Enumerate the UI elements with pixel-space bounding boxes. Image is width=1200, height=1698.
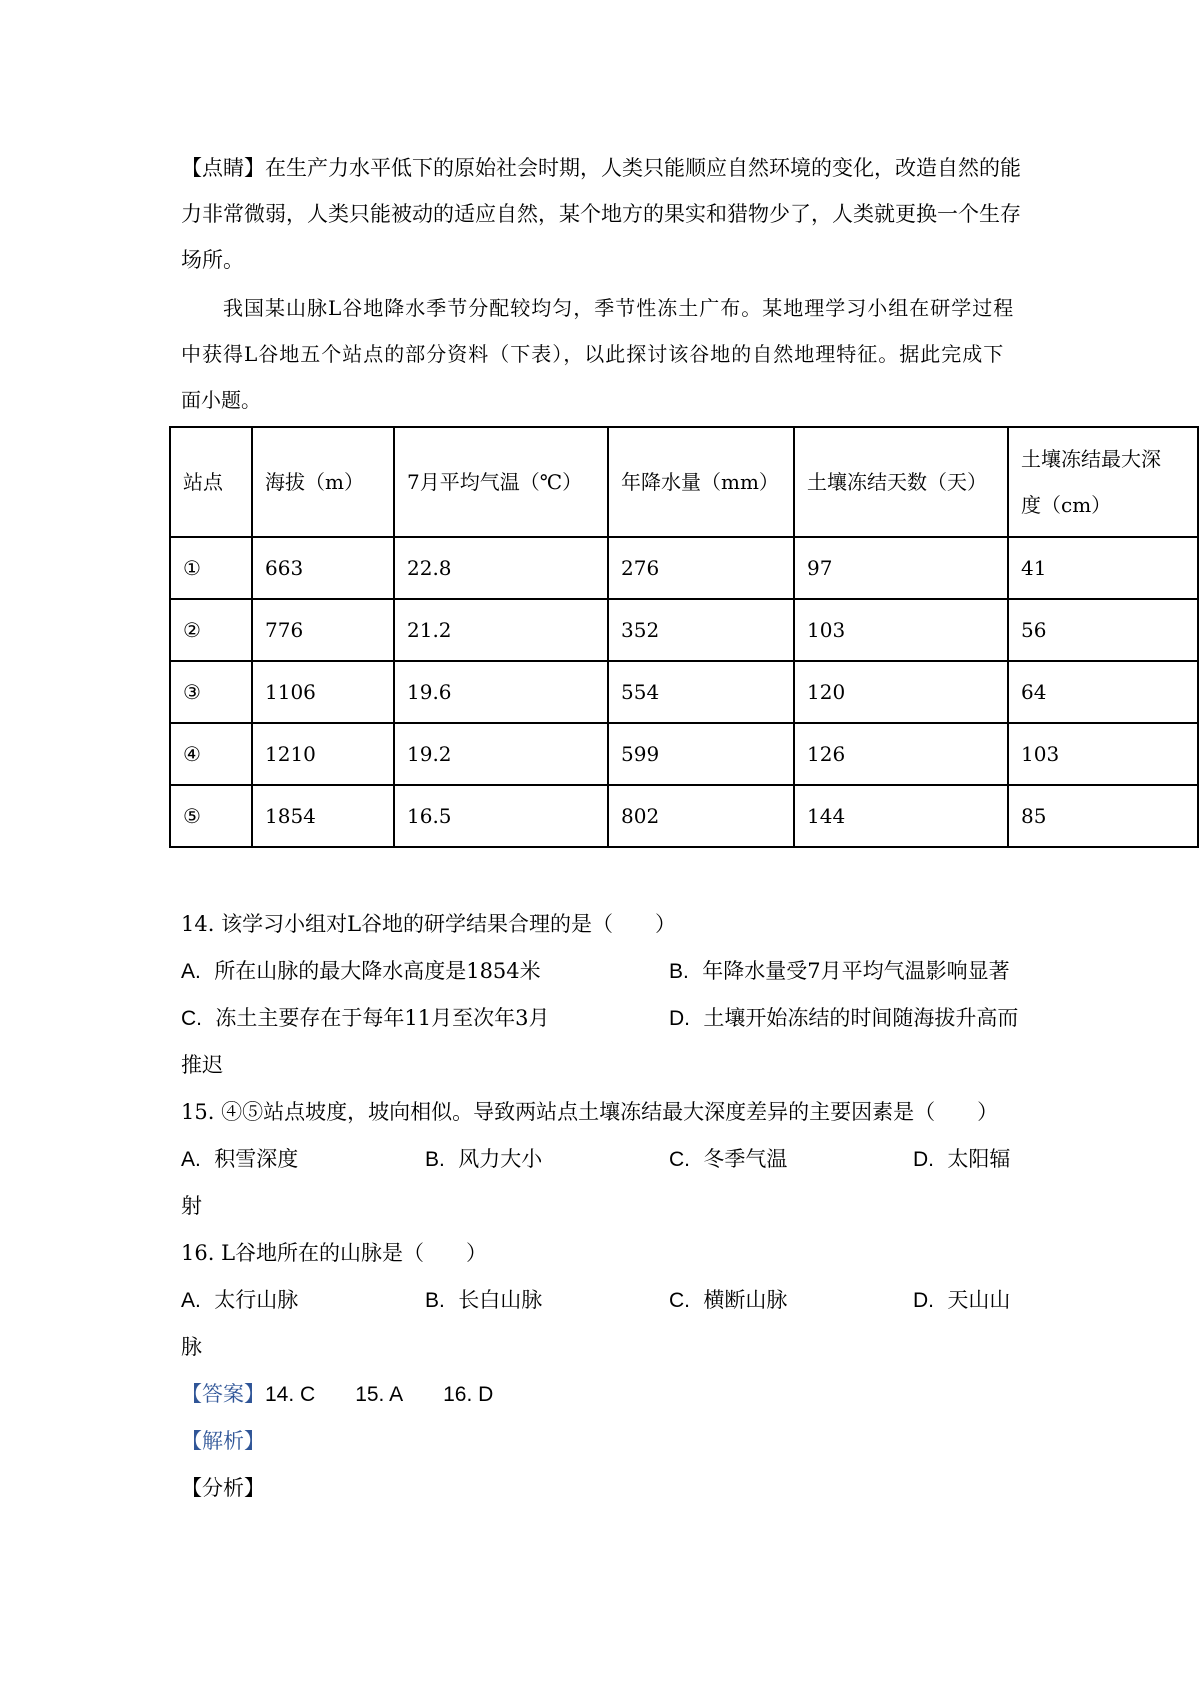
table-cell: 85 [1008, 785, 1198, 847]
intro-line-1: 我国某山脉L谷地降水季节分配较均匀，季节性冻土广布。某地理学习小组在研学过程 [223, 296, 1015, 320]
option-text: 太行山脉 [214, 1288, 299, 1312]
q15-option-d [913, 1144, 1010, 1175]
option-text: 冻土主要存在于每年11月至次年3月 [215, 1006, 550, 1030]
intro-line-2: 中获得L谷地五个站点的部分资料（下表），以此探讨该谷地的自然地理特征。据此完成下 [181, 342, 1005, 366]
table-cell: 19.6 [394, 661, 608, 723]
table-cell: 802 [608, 785, 794, 847]
table-cell: 19.2 [394, 723, 608, 785]
option-letter: B. [669, 960, 689, 983]
table-cell: 663 [252, 537, 394, 599]
header-july-temp: 7月平均气温（℃） [394, 427, 608, 537]
table-cell: 97 [794, 537, 1008, 599]
q15-option-b [425, 1144, 542, 1175]
answer-15: 15. A [355, 1383, 404, 1406]
header-frozen-depth [1008, 427, 1198, 537]
table-row [170, 599, 1198, 661]
table-cell: 1854 [252, 785, 394, 847]
table-cell: 22.8 [394, 537, 608, 599]
option-text: 所在山脉的最大降水高度是1854米 [214, 959, 541, 983]
table-cell: ① [170, 537, 252, 599]
table-row [170, 661, 1198, 723]
dianjing-line-3: 场所。 [181, 248, 244, 272]
table-cell: 103 [1008, 723, 1198, 785]
option-text: 土壤开始冻结的时间随海拔升高而 [703, 1006, 1019, 1030]
q14-option-c [181, 1003, 549, 1034]
intro-line-3: 面小题。 [181, 388, 261, 412]
answer-line [181, 1379, 493, 1410]
table-cell: 64 [1008, 661, 1198, 723]
answer-label: 【答案】 [181, 1382, 265, 1406]
header-frozen-days: 土壤冻结天数（天） [794, 427, 1008, 537]
table-cell: ④ [170, 723, 252, 785]
answer-14: 14. C [265, 1383, 316, 1406]
fenxi-label: 【分析】 [181, 1476, 265, 1500]
option-text: 天山山 [947, 1288, 1011, 1312]
option-letter: D. [669, 1007, 690, 1030]
q15-option-a [181, 1144, 298, 1175]
table-cell: 776 [252, 599, 394, 661]
q16-option-d-wrap: 脉 [181, 1335, 202, 1359]
answer-16: 16. D [443, 1383, 494, 1406]
option-text: 冬季气温 [703, 1147, 788, 1171]
option-letter: B. [425, 1289, 445, 1312]
option-letter: C. [669, 1148, 690, 1171]
table-cell: ⑤ [170, 785, 252, 847]
option-letter: A. [181, 1289, 201, 1312]
option-letter: D. [913, 1148, 934, 1171]
option-text: 横断山脉 [703, 1288, 788, 1312]
option-letter: C. [669, 1289, 690, 1312]
q16-stem: 16. L谷地所在的山脉是（ ） [181, 1241, 488, 1265]
table-cell: 554 [608, 661, 794, 723]
dianjing-line-2: 力非常微弱，人类只能被动的适应自然，某个地方的果实和猎物少了，人类就更换一个生存 [181, 202, 1021, 226]
table-row [170, 537, 1198, 599]
table-cell: 21.2 [394, 599, 608, 661]
q14-option-d-wrap: 推迟 [181, 1053, 223, 1077]
jiexi-label: 【解析】 [181, 1429, 265, 1453]
q14-option-d [669, 1003, 1018, 1034]
q16-option-d [913, 1285, 1010, 1316]
table-cell: 120 [794, 661, 1008, 723]
option-letter: B. [425, 1148, 445, 1171]
table-cell: ③ [170, 661, 252, 723]
table-cell: 144 [794, 785, 1008, 847]
table-cell: ② [170, 599, 252, 661]
header-frozen-depth-line2: 度（cm） [1021, 493, 1112, 517]
header-station: 站点 [170, 427, 252, 537]
table-cell: 103 [794, 599, 1008, 661]
option-text: 长白山脉 [458, 1288, 543, 1312]
option-letter: A. [181, 1148, 201, 1171]
q15-option-d-wrap: 射 [181, 1194, 202, 1218]
option-letter: D. [913, 1289, 934, 1312]
q14-option-a [181, 956, 541, 987]
option-text: 年降水量受7月平均气温影响显著 [702, 959, 1010, 983]
q16-option-a [181, 1285, 298, 1316]
q16-option-c [669, 1285, 787, 1316]
table-cell: 41 [1008, 537, 1198, 599]
table-cell: 56 [1008, 599, 1198, 661]
header-precip: 年降水量（mm） [608, 427, 794, 537]
header-frozen-depth-line1: 土壤冻结最大深 [1021, 447, 1161, 471]
table-row [170, 785, 1198, 847]
dianjing-line-1 [181, 153, 1021, 183]
table-cell: 1106 [252, 661, 394, 723]
option-text: 风力大小 [458, 1147, 543, 1171]
option-letter: C. [181, 1007, 202, 1030]
table-header-row [170, 427, 1198, 537]
dianjing-label: 【点睛】 [181, 156, 265, 180]
table-cell: 352 [608, 599, 794, 661]
option-text: 太阳辐 [947, 1147, 1011, 1171]
q16-option-b [425, 1285, 542, 1316]
table-row [170, 723, 1198, 785]
option-letter: A. [181, 960, 201, 983]
table-cell: 16.5 [394, 785, 608, 847]
table-cell: 276 [608, 537, 794, 599]
q15-stem: 15. ④⑤站点坡度，坡向相似。导致两站点土壤冻结最大深度差异的主要因素是（ ） [181, 1100, 999, 1124]
dianjing-text-1: 在生产力水平低下的原始社会时期，人类只能顺应自然环境的变化，改造自然的能 [265, 156, 1021, 180]
table-cell: 1210 [252, 723, 394, 785]
q14-stem: 14. 该学习小组对L谷地的研学结果合理的是（ ） [181, 912, 677, 936]
q14-option-b [669, 956, 1010, 987]
option-text: 积雪深度 [214, 1147, 299, 1171]
table-cell: 126 [794, 723, 1008, 785]
q15-option-c [669, 1144, 787, 1175]
station-data-table [169, 426, 1199, 848]
table-cell: 599 [608, 723, 794, 785]
header-elevation: 海拔（m） [252, 427, 394, 537]
